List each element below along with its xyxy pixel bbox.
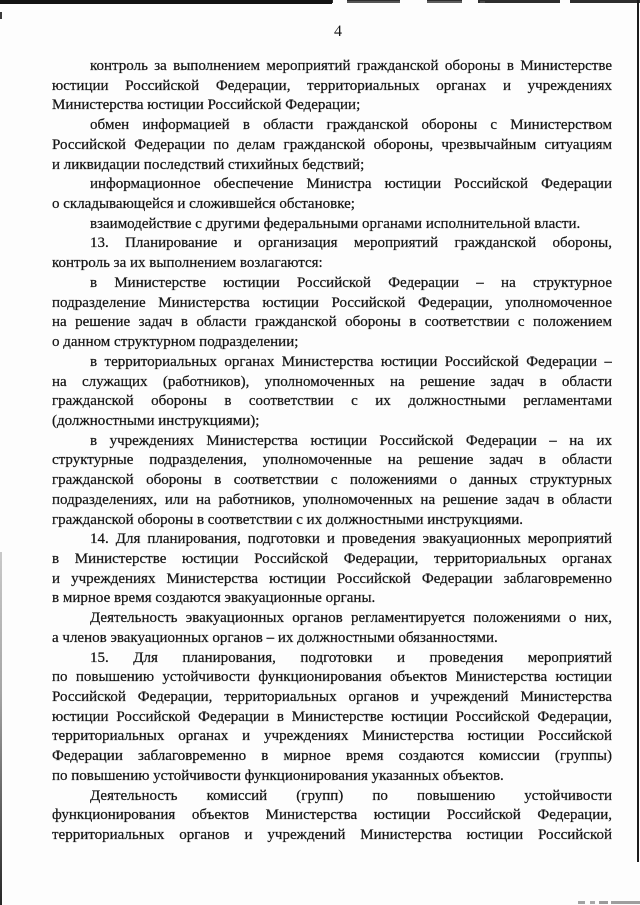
text-line: территориальных органах и учреждениях Министерства юстиции Российской bbox=[52, 728, 612, 745]
scan-artifact-top-bar-segment bbox=[427, 1, 462, 3]
scan-artifact-top-bar-gap bbox=[462, 0, 478, 5]
text-line: гражданской обороны в соответствии с их должностными инструкциями. bbox=[52, 511, 523, 528]
scan-artifact-bottom-line bbox=[611, 901, 640, 904]
text-line: подразделениях, или на работников, уполномоченных на решение задач в области bbox=[52, 491, 612, 508]
scan-artifact-top-bar-dot bbox=[480, 1, 485, 3]
scan-artifact-left-tick bbox=[0, 12, 2, 19]
text-line: на решение задач в области гражданской обороны в соответствии с положением bbox=[52, 314, 612, 331]
scan-artifact-top-bar-gap bbox=[560, 0, 570, 5]
scan-artifact-right-edge-line bbox=[637, 0, 639, 862]
text-line: 14. Для планирования, подготовки и проведения эвакуационных мероприятий bbox=[90, 531, 612, 548]
scan-artifact-top-bar-gap bbox=[333, 0, 347, 5]
text-line: в учреждениях Министерства юстиции Российской Федерации – на их bbox=[90, 432, 612, 449]
scan-artifact-top-bar-gap bbox=[400, 0, 427, 5]
scan-artifact-bottom-dash bbox=[578, 901, 585, 904]
text-line: а членов эвакуационных органов – их должностными обязанностями. bbox=[52, 629, 498, 646]
text-line: о складывающейся и сложившейся обстановке; bbox=[52, 196, 355, 213]
text-line: Деятельность эвакуационных органов регламентируется положениями о них, bbox=[90, 610, 612, 627]
text-line: информационное обеспечение Министра юстиции Российской Федерации bbox=[90, 176, 612, 193]
text-line: по повышению устойчивости функционирования объектов Министерства юстиции bbox=[52, 669, 612, 686]
text-line: в Министерстве юстиции Российской Федерации, территориальных органах bbox=[52, 550, 612, 567]
scan-artifact-top-bar-dark bbox=[0, 0, 332, 4]
text-line: 15. Для планирования, подготовки и проведения мероприятий bbox=[90, 649, 612, 666]
text-line: юстиции Российской Федерации в Министерстве юстиции Российской Федерации, bbox=[52, 708, 612, 725]
text-line: гражданской обороны в соответствии с положениями о данных структурных bbox=[52, 472, 612, 489]
scan-artifact-top-bar-segment bbox=[347, 1, 400, 3]
document-body bbox=[52, 57, 612, 846]
scan-artifact-bottom-dash bbox=[590, 901, 595, 904]
text-line: территориальных органов и учреждений Министерства юстиции Российской bbox=[52, 827, 612, 844]
scan-artifact-top-bar bbox=[0, 0, 640, 3]
text-line: и учреждениях Министерства юстиции Российской Федерации заблаговременно bbox=[52, 570, 612, 587]
text-line: Деятельность комиссий (групп) по повышению устойчивости bbox=[90, 787, 612, 804]
scan-artifact-left-edge-line bbox=[0, 552, 2, 905]
page-number: 4 bbox=[334, 23, 342, 40]
text-line: в территориальных органах Министерства юстиции Российской Федерации – bbox=[90, 353, 612, 370]
text-line: подразделение Министерства юстиции Российской Федерации, уполномоченное bbox=[52, 294, 612, 311]
text-line: Федерации заблаговременно в мирное время создаются комиссии (группы) bbox=[52, 748, 612, 765]
text-line: обмен информацией в области гражданской обороны с Министерством bbox=[90, 117, 612, 134]
text-line: взаимодействие с другими федеральными органами исполнительной власти. bbox=[90, 215, 581, 232]
scan-artifact-bottom-dash bbox=[599, 901, 608, 904]
text-line: структурные подразделения, уполномоченные на решение задач в области bbox=[52, 452, 612, 469]
text-line: Министерства юстиции Российской Федерации; bbox=[52, 97, 361, 114]
text-line: о данном структурном подразделении; bbox=[52, 334, 299, 351]
text-line: Российской Федерации по делам гражданской обороны, чрезвычайным ситуациям bbox=[52, 136, 612, 153]
text-line: Российской Федерации, территориальных органов и учреждений Министерства bbox=[52, 689, 612, 705]
text-line: по повышению устойчивости функционирования указанных объектов. bbox=[52, 767, 504, 784]
text-line: на служащих (работников), уполномоченных на решение задач в области bbox=[52, 373, 612, 390]
text-line: юстиции Российской Федерации, территориальных органах и учреждениях bbox=[52, 77, 612, 94]
text-line: в Министерстве юстиции Российской Федерации – на структурное bbox=[90, 274, 612, 291]
text-line: функционирования объектов Министерства юстиции Российской Федерации, bbox=[52, 807, 612, 824]
text-line: контроль за выполнением мероприятий гражданской обороны в Министерстве bbox=[90, 58, 612, 74]
text-line: гражданской обороны в соответствии с их должностными регламентами bbox=[52, 393, 612, 410]
text-line: контроль за их выполнением возлагаются: bbox=[52, 255, 323, 272]
text-line: в мирное время создаются эвакуационные органы. bbox=[52, 590, 376, 607]
text-line: 13. Планирование и организация мероприятий гражданской обороны, bbox=[90, 235, 612, 252]
text-line: (должностными инструкциями); bbox=[52, 412, 260, 429]
text-line: и ликвидации последствий стихийных бедствий; bbox=[52, 156, 365, 173]
